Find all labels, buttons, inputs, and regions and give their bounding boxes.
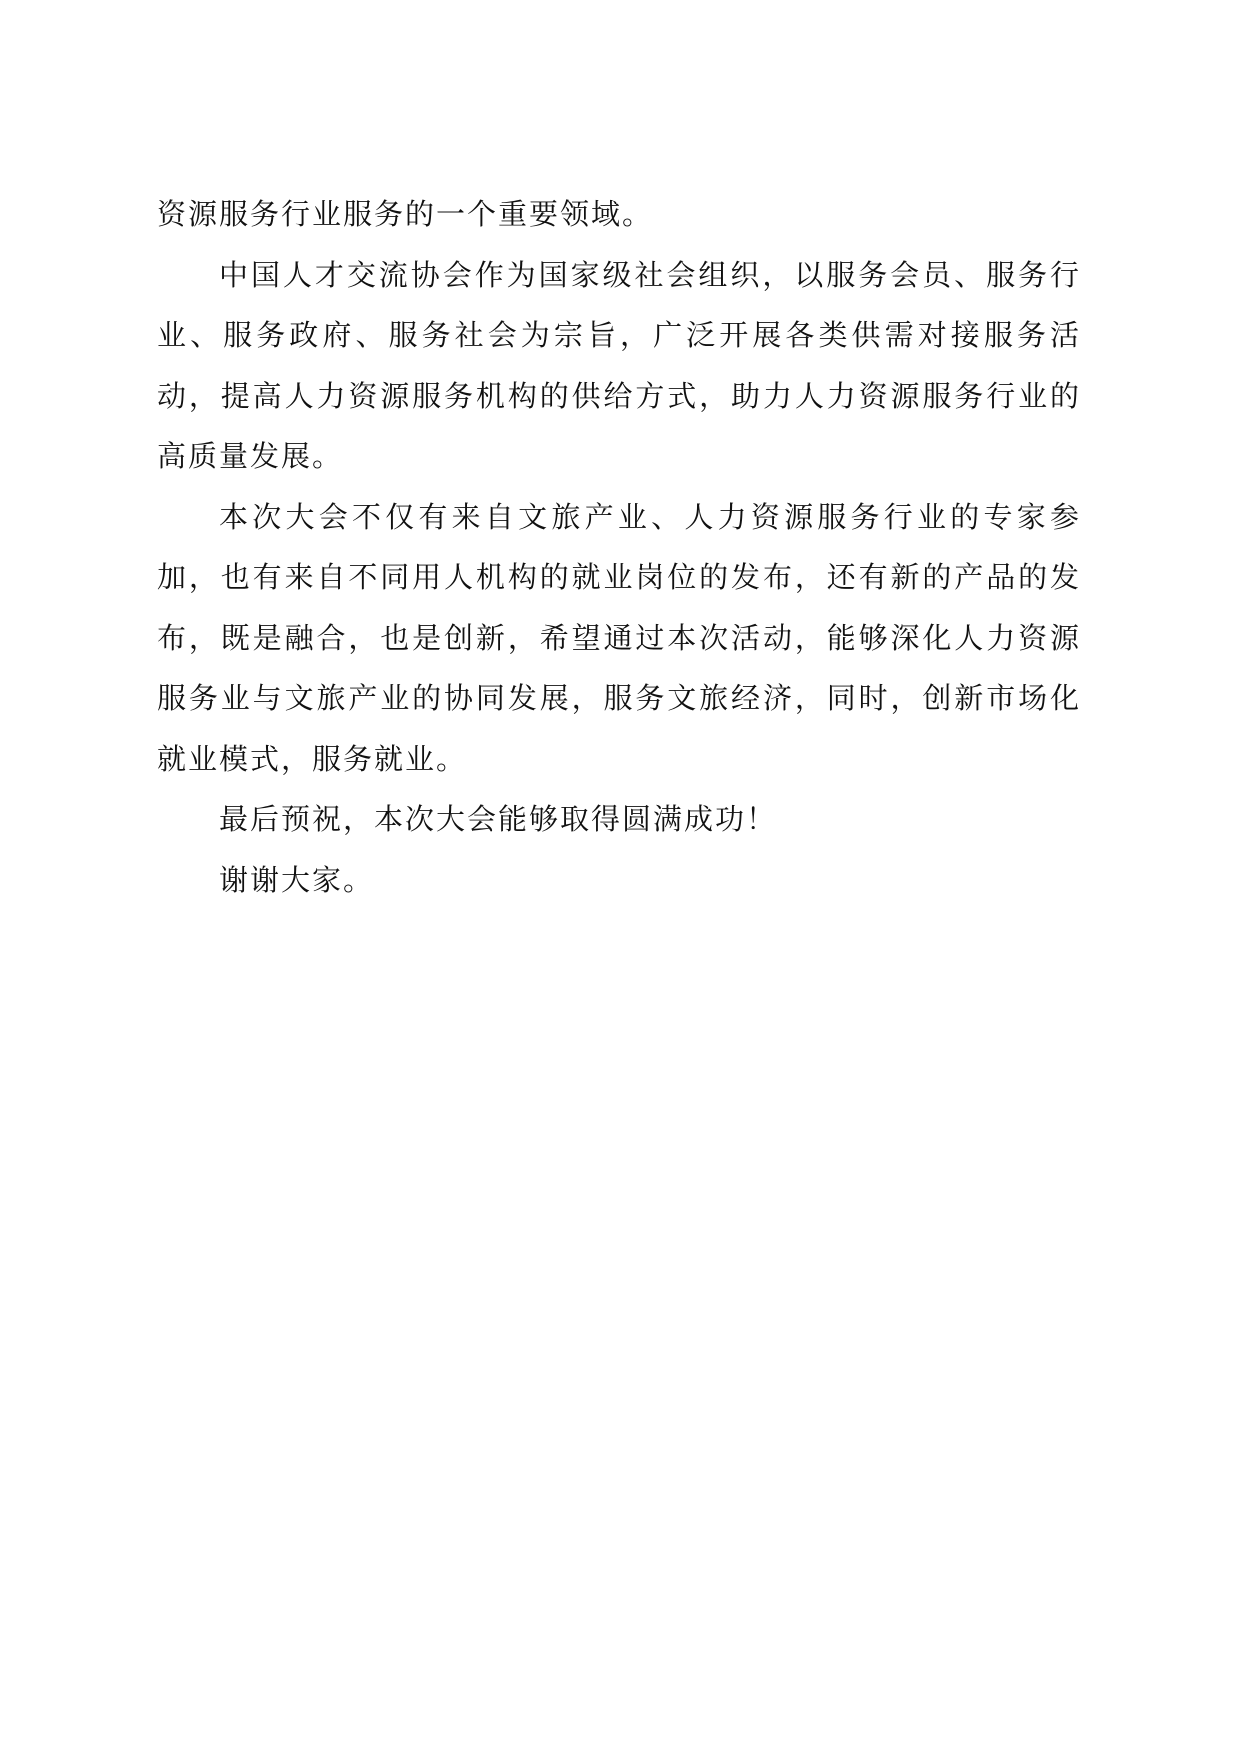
document-body [157,184,1081,910]
paragraph-continuation: 资源服务行业服务的一个重要领域。 [157,197,654,231]
paragraph-conference-description: 本次大会不仅有来自文旅产业、人力资源服务行业的专家参加，也有来自不同用人机构的就业岗位的发布，还有新的产品的发布，既是融合，也是创新，希望通过本次活动，能够深化人力资源服务业与文旅产业的协同发展，服务文旅经济，同时，创新市场化就业模式，服务就业。 [157,499,1081,776]
paragraph-thanks: 谢谢大家。 [219,862,375,897]
paragraph-closing-wish: 最后预祝，本次大会能够取得圆满成功！ [219,802,778,836]
paragraph-association-intro: 中国人才交流协会作为国家级社会组织，以服务会员、服务行业、服务政府、服务社会为宗旨，广泛开展各类供需对接服务活动，提高人力资源服务机构的供给方式，助力人力资源服务行业的高质量发展。 [157,257,1081,473]
